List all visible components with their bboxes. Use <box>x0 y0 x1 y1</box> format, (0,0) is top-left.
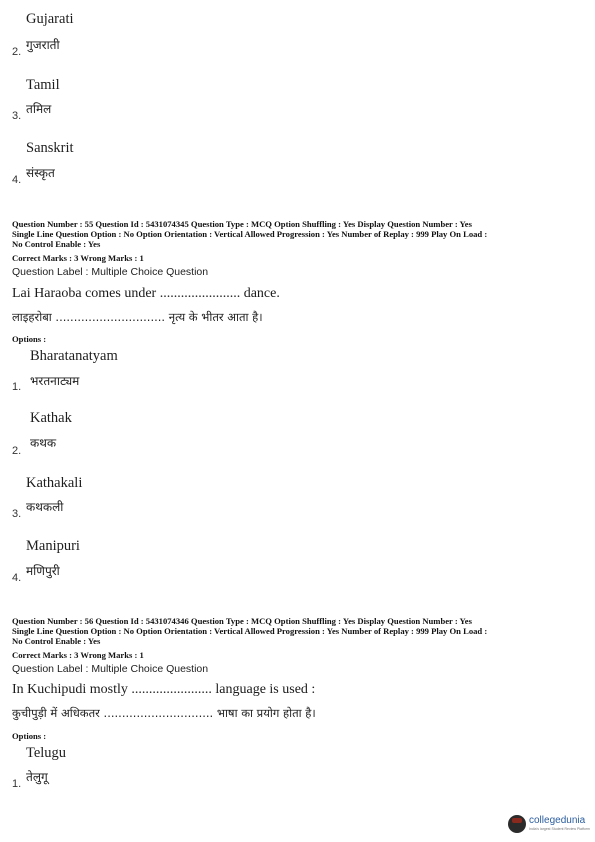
option-gujarati-hi: गुजराती <box>26 38 60 52</box>
option-hi[interactable]: तेलुगू <box>26 770 48 784</box>
option-tamil-en: Tamil <box>26 77 60 93</box>
options-title: Options : <box>12 731 47 741</box>
option-number: 4. <box>12 572 22 584</box>
collegedunia-logo <box>508 812 594 836</box>
question-meta-line: Question Number : 55 Question Id : 5431074345 Question Type : MCQ Option Shuffling : Yes Display Question Number : Yes <box>12 219 472 229</box>
marks-line: Correct Marks : 3 Wrong Marks : 1 <box>12 650 144 660</box>
question-meta-line: No Control Enable : Yes <box>12 239 101 249</box>
option-sanskrit-en: Sanskrit <box>26 140 74 156</box>
question-meta-line: Single Line Question Option : No Option Orientation : Vertical Allowed Progression : Yes Number of Replay : 999 Play On Load : <box>12 626 488 636</box>
option-number: 4. <box>12 174 22 186</box>
question-label: Question Label : Multiple Choice Question <box>12 663 209 675</box>
option-number: 2. <box>12 46 22 58</box>
marks-line: Correct Marks : 3 Wrong Marks : 1 <box>12 253 144 263</box>
options-title: Options : <box>12 334 47 344</box>
question-text-hi: लाइहरोबा .............................. नृत्य के भीतर आता है। <box>12 310 263 324</box>
logo-name: collegedunia <box>529 815 586 827</box>
question-text-hi: कुचीपुड़ी में अधिकतर .............................. भाषा का प्रयोग होता है। <box>12 706 316 720</box>
option-gujarati-en: Gujarati <box>26 11 74 27</box>
option-hi[interactable]: भरतनाट्यम <box>30 374 80 388</box>
option-number: 1. <box>12 381 22 393</box>
option-number: 3. <box>12 508 22 520</box>
question-meta-line: Single Line Question Option : No Option Orientation : Vertical Allowed Progression : Yes Number of Replay : 999 Play On Load : <box>12 229 488 239</box>
option-sanskrit-hi: संस्कृत <box>26 166 55 180</box>
question-meta-line: No Control Enable : Yes <box>12 636 101 646</box>
option-en[interactable]: Manipuri <box>26 538 80 554</box>
option-en[interactable]: Telugu <box>26 745 67 761</box>
option-en[interactable]: Bharatanatyam <box>30 348 118 364</box>
option-en[interactable]: Kathak <box>30 410 72 426</box>
option-hi[interactable]: मणिपुरी <box>26 564 60 578</box>
question-text-en: Lai Haraoba comes under ....................... dance. <box>12 286 280 301</box>
option-tamil-hi: तमिल <box>26 102 52 116</box>
question-label: Question Label : Multiple Choice Question <box>12 266 209 278</box>
mascot-icon <box>508 815 526 833</box>
question-meta-line: Question Number : 56 Question Id : 5431074346 Question Type : MCQ Option Shuffling : Yes Display Question Number : Yes <box>12 616 472 626</box>
option-number: 1. <box>12 778 22 790</box>
option-number: 2. <box>12 445 22 457</box>
logo-tagline: India's largest Student Review Platform <box>529 827 590 832</box>
option-hi[interactable]: कथकली <box>26 500 64 514</box>
option-number: 3. <box>12 110 22 122</box>
option-en[interactable]: Kathakali <box>26 475 83 491</box>
question-text-en: In Kuchipudi mostly ....................... language is used : <box>12 682 316 697</box>
option-hi[interactable]: कथक <box>30 436 57 450</box>
